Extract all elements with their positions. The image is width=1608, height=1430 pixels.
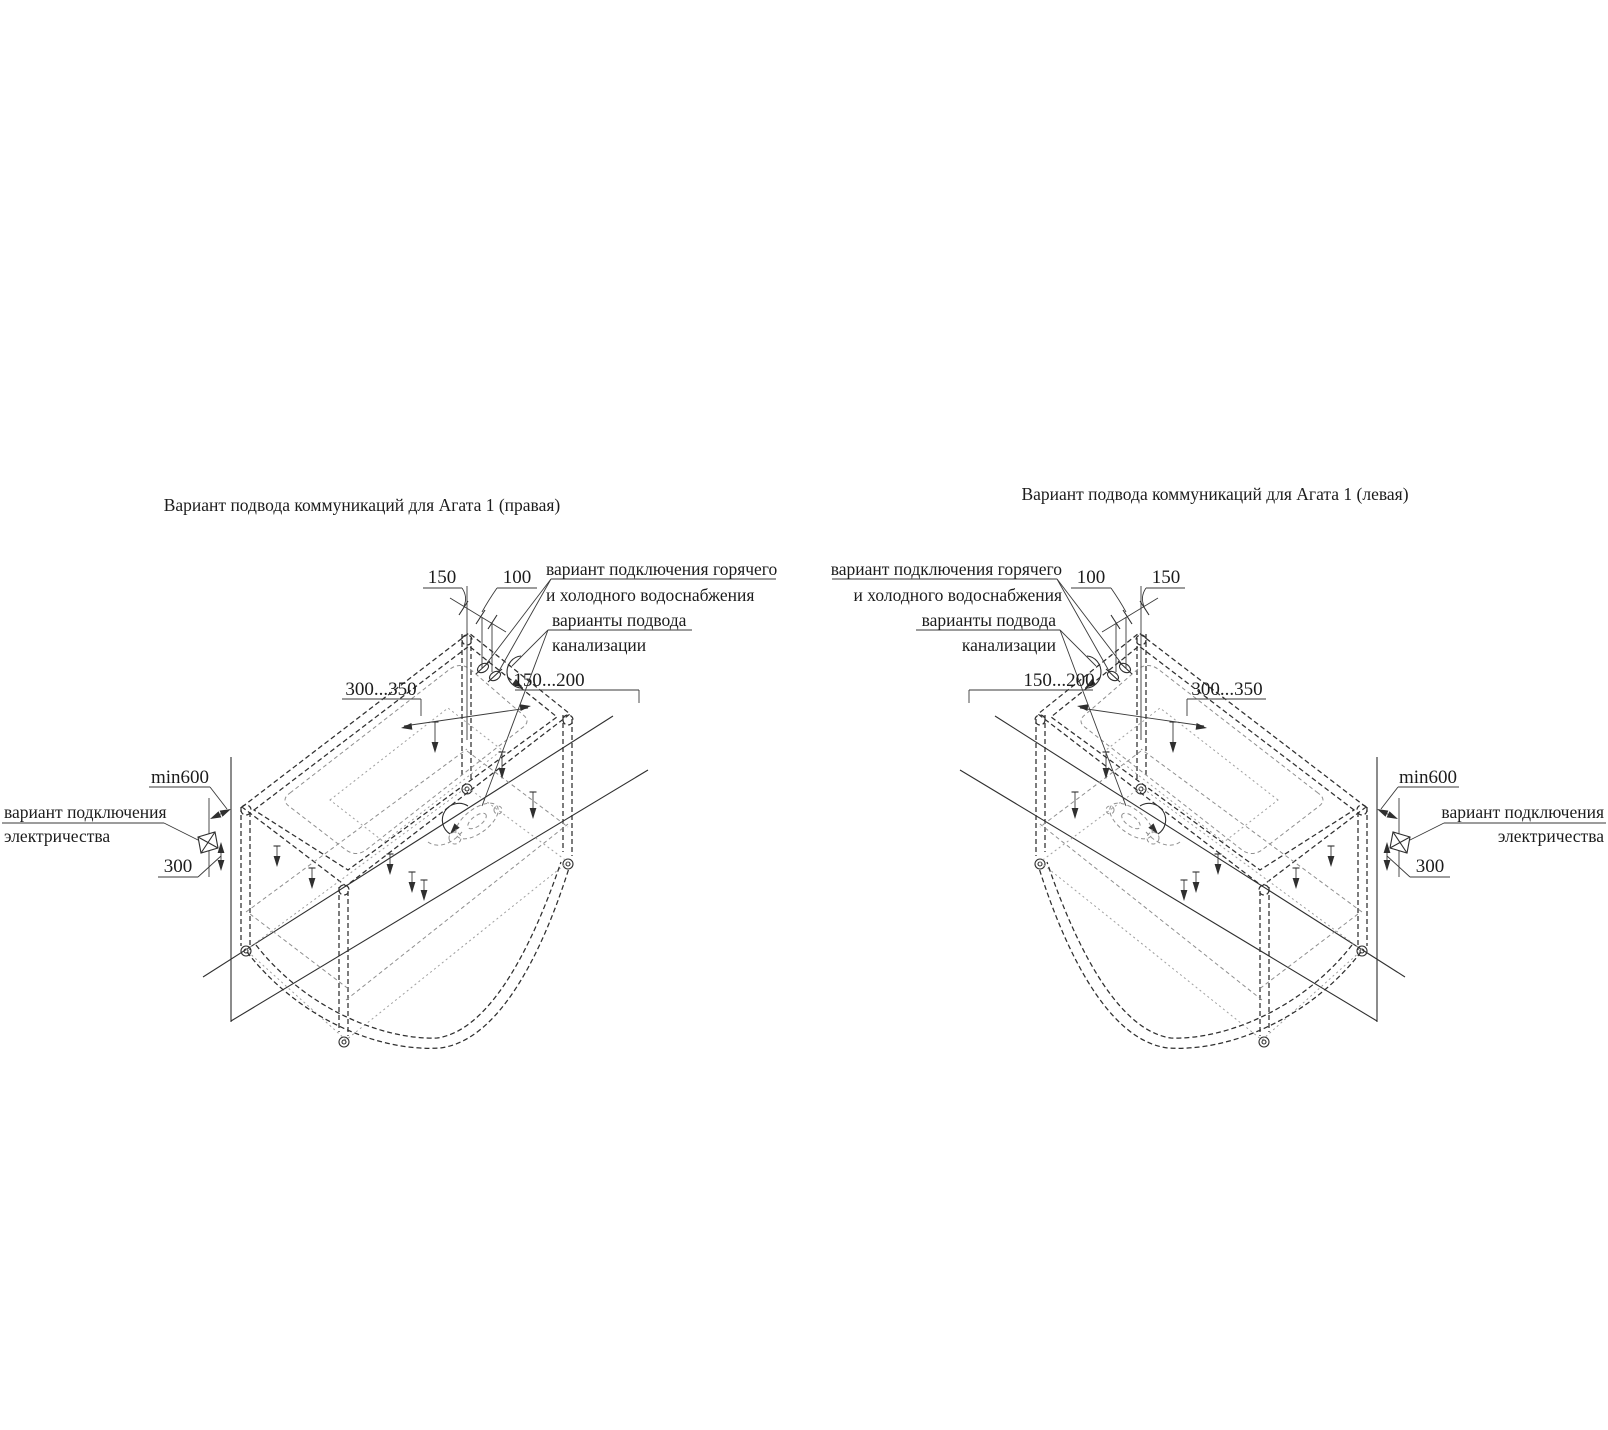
drawing-path (409, 882, 416, 893)
drawing-path (246, 787, 568, 1040)
label-electric-line2: электричества (1497, 826, 1604, 846)
drawing-path (1357, 805, 1367, 815)
label-electric-line2: электричества (4, 826, 111, 846)
drawing-path (1040, 824, 1262, 1000)
drawing-path (220, 809, 231, 817)
label-sewer-line2: канализации (552, 635, 647, 655)
drawing-path (1384, 860, 1391, 871)
drawing-path (309, 878, 316, 889)
drawing-path (995, 716, 1405, 977)
dim-min600: min600 (150, 767, 210, 788)
drawing-path (499, 768, 506, 779)
drawing-path (1381, 787, 1398, 809)
drawing-path (1387, 811, 1398, 819)
drawing-path (387, 864, 394, 875)
drawing-path (1408, 823, 1444, 841)
drawing-path (421, 890, 428, 901)
drawing-path (1258, 914, 1358, 990)
dim-300-350: 300...350 (345, 679, 417, 700)
drawing-path (1103, 768, 1110, 779)
drawing-path (1259, 1037, 1269, 1047)
drawing-path (346, 824, 568, 1000)
drawing-path (482, 588, 497, 612)
drawing-path (1123, 610, 1132, 624)
drawing-path (404, 708, 528, 726)
label-sewer-line1: варианты подвода (552, 610, 687, 630)
drawing-path (563, 859, 573, 869)
dim-150: 150 (1151, 567, 1181, 588)
drawing-path (1293, 878, 1300, 889)
drawing-path (218, 860, 225, 871)
drawing-path (1102, 598, 1158, 632)
drawing-path (1377, 809, 1388, 817)
drawing-path (250, 914, 350, 990)
dim-300: 300 (163, 856, 193, 877)
drawing-path (342, 1040, 346, 1044)
drawing-path (1111, 588, 1126, 612)
drawing-path (1146, 832, 1180, 845)
drawing-path (1080, 708, 1204, 726)
drawing-path (241, 805, 251, 815)
label-electric-line1: вариант подключения (1441, 802, 1604, 822)
drawing-path (1057, 579, 1121, 663)
diagram-left-version-labels (831, 484, 1605, 877)
dim-100: 100 (1076, 567, 1106, 588)
label-hot-cold-water-line1: вариант подключения горячего (830, 559, 1062, 579)
dim-150-200: 150...200 (513, 670, 585, 691)
drawing-path (462, 588, 466, 606)
drawing-path (1384, 842, 1391, 853)
diagram-title: Вариант подвода коммуникаций для Агата 1 (правая) (163, 495, 561, 515)
drawing-path (1181, 890, 1188, 901)
drawing-path (218, 842, 225, 853)
label-electric-line1: вариант подключения (4, 802, 167, 822)
drawing-path (1040, 751, 1141, 827)
drawing-path (476, 610, 485, 624)
drawing-path (339, 1037, 349, 1047)
dim-150: 150 (427, 567, 457, 588)
label-hot-cold-water-line2: и холодного водоснабжения (546, 585, 755, 605)
diagram-title: Вариант подвода коммуникаций для Агата 1 (левая) (1021, 484, 1409, 504)
dim-300-350: 300...350 (1191, 679, 1263, 700)
drawing-path (330, 708, 502, 842)
drawing-path (450, 598, 506, 632)
diagram-right-version-labels (4, 495, 778, 877)
faucet-hole-symbol (1119, 810, 1143, 831)
drawing-path (1060, 630, 1096, 666)
drawing-path (1196, 723, 1207, 730)
drawing-path (1215, 864, 1222, 875)
drawing-path (512, 630, 548, 666)
drawing-path (1035, 859, 1045, 869)
drawing-path (1072, 808, 1079, 819)
label-sewer-line2: канализации (961, 635, 1056, 655)
drawing-path (1328, 856, 1335, 867)
drawing-path (499, 579, 551, 671)
drawing-path (1193, 882, 1200, 893)
drawing-path (274, 856, 281, 867)
drawing-path (198, 856, 221, 877)
label-sewer-line1: варианты подвода (921, 610, 1056, 630)
drawing-path (1040, 787, 1362, 1040)
drawing-path (401, 723, 412, 730)
drawing-path (1077, 704, 1088, 711)
dim-100: 100 (502, 567, 532, 588)
drawing-path (1106, 708, 1278, 842)
drawing-path (210, 811, 221, 819)
drawing-path (1387, 856, 1410, 877)
dim-300: 300 (1415, 856, 1445, 877)
drawing-path (432, 742, 439, 753)
dim-min600: min600 (1398, 767, 1458, 788)
drawing-path (530, 808, 537, 819)
drawing-path (210, 787, 227, 809)
label-hot-cold-water-line2: и холодного водоснабжения (853, 585, 1062, 605)
drawing-path (487, 579, 551, 663)
drawing-path (520, 704, 531, 711)
drawing-path (428, 832, 462, 845)
dim-150-200: 150...200 (1023, 670, 1095, 691)
drawing-path (1262, 1040, 1266, 1044)
drawing-path (164, 823, 200, 841)
drawing-path (1170, 742, 1177, 753)
faucet-hole-symbol (465, 810, 489, 831)
drawing-path (203, 716, 613, 977)
label-hot-cold-water-line1: вариант подключения горячего (546, 559, 778, 579)
drawing-path (1142, 588, 1146, 606)
drawing-path (467, 751, 568, 827)
drawing-path (1057, 579, 1109, 671)
